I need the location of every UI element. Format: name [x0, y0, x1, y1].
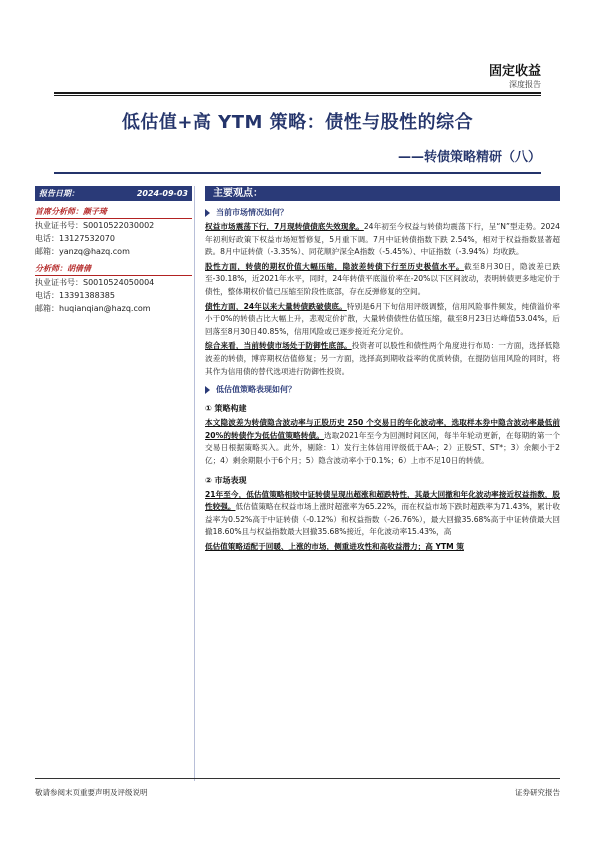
- analyst-1-license: 执业证书号：S0010522030002: [35, 221, 155, 230]
- date-label: 报告日期：: [39, 189, 79, 198]
- triangle-bullet-icon: [205, 209, 210, 217]
- title-rule: [54, 172, 541, 174]
- column-divider: [194, 186, 195, 781]
- analyst-2-license: 执业证书号：S0010524050004: [35, 278, 155, 287]
- footer-disclaimer: 敬请参阅末页重要声明及评级说明: [35, 788, 148, 797]
- page-title: 低估值+高 YTM 策略：债性与股性的综合: [121, 112, 474, 133]
- analyst-1-name: 首席分析师：颜子琦: [35, 205, 192, 219]
- paragraph: 债性方面，24年以来大量转债跌破债底。特别是6月下旬信用评级调整，信用风险事件频发，纯债溢价率小于0%的转债占比大幅上升，悲观定价扩散，大量转债债性估值压缩，截至8月23日达峰值53.04%，后回落至8月30日40.85%，信用风险或已逐步接近充分定价。: [205, 301, 561, 336]
- section-heading-strategy: 低估值策略表现如何？: [205, 384, 560, 396]
- report-date: 2024-09-03: [136, 189, 188, 198]
- analyst-1-email[interactable]: 邮箱：yanzq@hazq.com: [35, 247, 130, 256]
- paragraph: 综合来看，当前转债市场处于防御性底部。投资者可以股性和债性两个角度进行布局：一方面，选择低隐波差的转债，博弈期权估值修复；另一方面，选择高到期收益率的优质转债，在提防信用风险的同时，将其作为信用债的替代选项进行防御性投资。: [205, 341, 561, 376]
- paragraph: 低估值策略适配于回暖、上涨的市场，侧重进攻性和高收益潜力；高 YTM 策: [205, 541, 464, 551]
- triangle-bullet-icon: [205, 386, 210, 394]
- page-subtitle: ——转债策略精研（八）: [397, 150, 541, 165]
- analyst-2-email[interactable]: 邮箱：huqianqian@hazq.com: [35, 304, 151, 313]
- analyst-2-phone: 电话：13391388385: [35, 291, 115, 300]
- analyst-1-phone: 电话：13127532070: [35, 234, 115, 243]
- paragraph: 21年至今，低估值策略相较中证转债呈现出超涨和超跌特性，其最大回撤和年化波动率接近权益指数，股性较强。低估值策略在权益市场上涨时超涨率为65.22%，而在权益市场下跌时超跌率为71.43%，累计收益率为0.52%高于中证转债（-0.12%）和权益指数（-26.76%），最大回撤35.68%高于中证转债最大回撤18.60%且与权益指数最大回撤35.68%接近，年化波动率15.43%，高: [205, 489, 560, 537]
- report-type: 深度报告: [509, 80, 541, 89]
- key-points-heading: 主要观点：: [205, 186, 560, 201]
- footer-rule: [35, 778, 560, 779]
- footer-label: 证券研究报告: [515, 788, 560, 797]
- report-date-bar: [35, 186, 192, 201]
- analyst-2-name: 分析师：胡倩倩: [35, 262, 192, 276]
- paragraph: 权益市场震荡下行，7月现转债债底失效现象。24年初至今权益与转债均震荡下行，呈“N”型走势。2024年初利好政策下权益市场短暂修复，5月重下调。7月中证转债指数下跌 2.54%，相对于权益指数显著超跌。8月中证转债（-3.35%）、同花顺沪深全A指数（-5.45%）、中证指数（-3.94%）均收跌。: [205, 222, 560, 257]
- report-category: 固定收益: [488, 64, 541, 79]
- paragraph: 股性方面，转债的期权价值大幅压缩，隐波差转债下行至历史极值水平。截至8月30日，隐波差已跌至-30.18%，近2021年水平，同时，24年转债平底溢价率在-20%以下区间波动，表明转债更多地定价于债性，整体期权价值已压缩至阶段性底部，存在反弹修复的空间。: [205, 261, 560, 296]
- section-heading-market: 当前市场情况如何？: [205, 207, 560, 219]
- main-content: [205, 186, 560, 553]
- header-rule: [54, 92, 541, 94]
- subheading-performance: ② 市场表现: [205, 475, 247, 485]
- paragraph: 本文隐波差为转债隐含波动率与正股历史 250 个交易日的年化波动率，选取样本券中隐含波动率最低前 20%的转债作为低估值策略转债。选取2021年至今为回测时间区间，每半年轮动更新，在每期的第一个交易日根据策略买入。此外，剔除：1）发行主体信用评级低于AA-；2）正股ST、ST*；3）余额小于2亿；4）剩余期限小于6个月；5）隐含波动率小于0.1%；6）上市不足10日的转债。: [205, 418, 560, 465]
- analyst-sidebar: [35, 186, 192, 315]
- header-rule-thin: [54, 95, 541, 96]
- subheading-construction: ① 策略构建: [205, 404, 247, 414]
